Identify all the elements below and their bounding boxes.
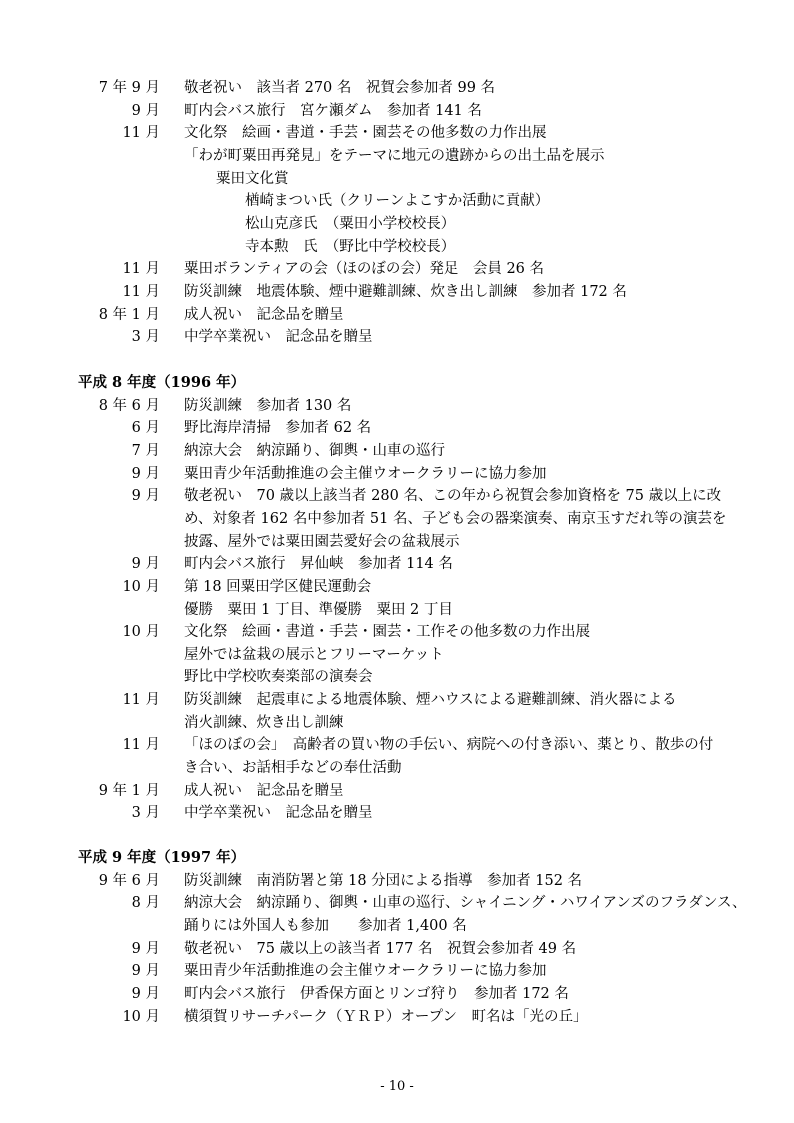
- entry-text: 松山克彦氏 （粟田小学校校長）: [245, 215, 456, 232]
- entry-date: 11 月: [122, 125, 160, 142]
- entry-text: 踊りには外国人も参加 参加者 1,400 名: [184, 917, 467, 934]
- entry-date: 7 年 9 月: [98, 80, 160, 96]
- entry-text: 敬老祝い 70 歳以上該当者 280 名、この年から祝賀会参加資格を 75 歳以上に改: [184, 488, 722, 505]
- entry-text: 文化祭 絵画・書道・手芸・園芸その他多数の力作出展: [184, 125, 547, 142]
- entry-date: 9 月: [131, 488, 160, 505]
- entry-date: 9 年 6 月: [98, 872, 160, 889]
- entry-text: 粟田ボランティアの会（ほのぼの会）発足 会員 26 名: [184, 261, 545, 278]
- entry-text: 防災訓練 起震車による地震体験、煙ハウスによる避難訓練、消火器による: [184, 692, 677, 709]
- entry-date: 9 月: [131, 963, 160, 980]
- entry-text: 町内会バス旅行 伊香保方面とリンゴ狩り 参加者 172 名: [184, 985, 569, 1002]
- entry-date: 11 月: [122, 692, 160, 709]
- entry-text: 粟田青少年活動推進の会主催ウオークラリーに協力参加: [184, 465, 547, 482]
- entry-date: 10 月: [122, 624, 160, 641]
- entry-date: 9 月: [131, 556, 160, 573]
- entry-text: 中学卒業祝い 記念品を贈呈: [184, 805, 373, 822]
- entry-text: 優勝 粟田 1 丁目、準優勝 粟田 2 丁目: [184, 601, 453, 618]
- entry-text: 野比中学校吹奏楽部の演奏会: [184, 669, 373, 686]
- section-heading: 平成 9 年度（1997 年）: [78, 849, 246, 866]
- entry-text: 横須賀リサーチパーク（ＹＲＰ）オープン 町名は「光の丘」: [184, 1008, 588, 1025]
- entry-text: 敬老祝い 該当者 270 名 祝賀会参加者 99 名: [184, 80, 496, 96]
- entry-date: 8 年 1 月: [98, 306, 160, 323]
- entry-text: 防災訓練 参加者 130 名: [184, 397, 352, 414]
- entry-text: 「わが町粟田再発見」をテーマに地元の遺跡からの出土品を展示: [184, 147, 605, 164]
- entry-text: 「ほのぼの会」 高齢者の買い物の手伝い、病院への付き添い、薬とり、散歩の付: [184, 737, 714, 754]
- entry-date: 10 月: [122, 578, 160, 595]
- entry-text: 消火訓練、炊き出し訓練: [184, 714, 344, 731]
- entry-text: 寺本勲 氏 （野比中学校校長）: [245, 238, 456, 255]
- entry-text: 披露、屋外では粟田園芸愛好会の盆栽展示: [184, 533, 460, 550]
- entry-date: 10 月: [122, 1008, 160, 1025]
- entry-text: 第 18 回粟田学区健民運動会: [184, 578, 372, 595]
- entry-text: 防災訓練 南消防署と第 18 分団による指導 参加者 152 名: [184, 872, 583, 889]
- entry-date: 7 月: [131, 442, 160, 459]
- entry-text: 納涼大会 納涼踊り、御輿・山車の巡行、シャイニング・ハワイアンズのフラダンス、: [184, 895, 747, 912]
- entry-date: 6 月: [131, 420, 160, 437]
- entry-date: 9 年 1 月: [98, 782, 160, 799]
- entry-text: 粟田青少年活動推進の会主催ウオークラリーに協力参加: [184, 963, 547, 980]
- entry-text: 町内会バス旅行 昇仙峡 参加者 114 名: [184, 556, 453, 573]
- entry-text: 敬老祝い 75 歳以上の該当者 177 名 祝賀会参加者 49 名: [184, 940, 577, 957]
- section-heading: 平成 8 年度（1996 年）: [78, 374, 246, 391]
- entry-date: 8 月: [131, 895, 160, 912]
- entry-text: 屋外では盆栽の展示とフリーマーケット: [184, 646, 444, 663]
- entry-text: き合い、お話相手などの奉仕活動: [184, 760, 402, 777]
- entry-text: 町内会バス旅行 宮ケ瀬ダム 参加者 141 名: [184, 102, 482, 119]
- entry-text: 野比海岸清掃 参加者 62 名: [184, 420, 372, 437]
- entry-text: め、対象者 162 名中参加者 51 名、子ども会の器楽演奏、南京玉すだれ等の演芸を: [184, 510, 727, 527]
- entry-text: 文化祭 絵画・書道・手芸・園芸・工作その他多数の力作出展: [184, 624, 590, 641]
- entry-text: 納涼大会 納涼踊り、御輿・山車の巡行: [184, 442, 445, 459]
- entry-text: 粟田文化賞: [216, 170, 289, 187]
- page-number: - 10 -: [380, 1079, 414, 1094]
- entry-text: 防災訓練 地震体験、煙中避難訓練、炊き出し訓練 参加者 172 名: [184, 283, 627, 300]
- entry-text: 楢崎まつい氏（クリーンよこすか活動に貢献）: [245, 193, 550, 210]
- entry-date: 11 月: [122, 737, 160, 754]
- entry-text: 成人祝い 記念品を贈呈: [184, 782, 344, 799]
- entry-date: 9 月: [131, 465, 160, 482]
- entry-date: 3 月: [131, 805, 160, 822]
- entry-date: 3 月: [131, 329, 160, 346]
- entry-date: 8 年 6 月: [98, 397, 160, 414]
- entry-text: 成人祝い 記念品を贈呈: [184, 306, 344, 323]
- entry-date: 9 月: [131, 102, 160, 119]
- entry-date: 11 月: [122, 283, 160, 300]
- entry-date: 9 月: [131, 940, 160, 957]
- entry-text: 中学卒業祝い 記念品を贈呈: [184, 329, 373, 346]
- entry-date: 11 月: [122, 261, 160, 278]
- entry-date: 9 月: [131, 985, 160, 1002]
